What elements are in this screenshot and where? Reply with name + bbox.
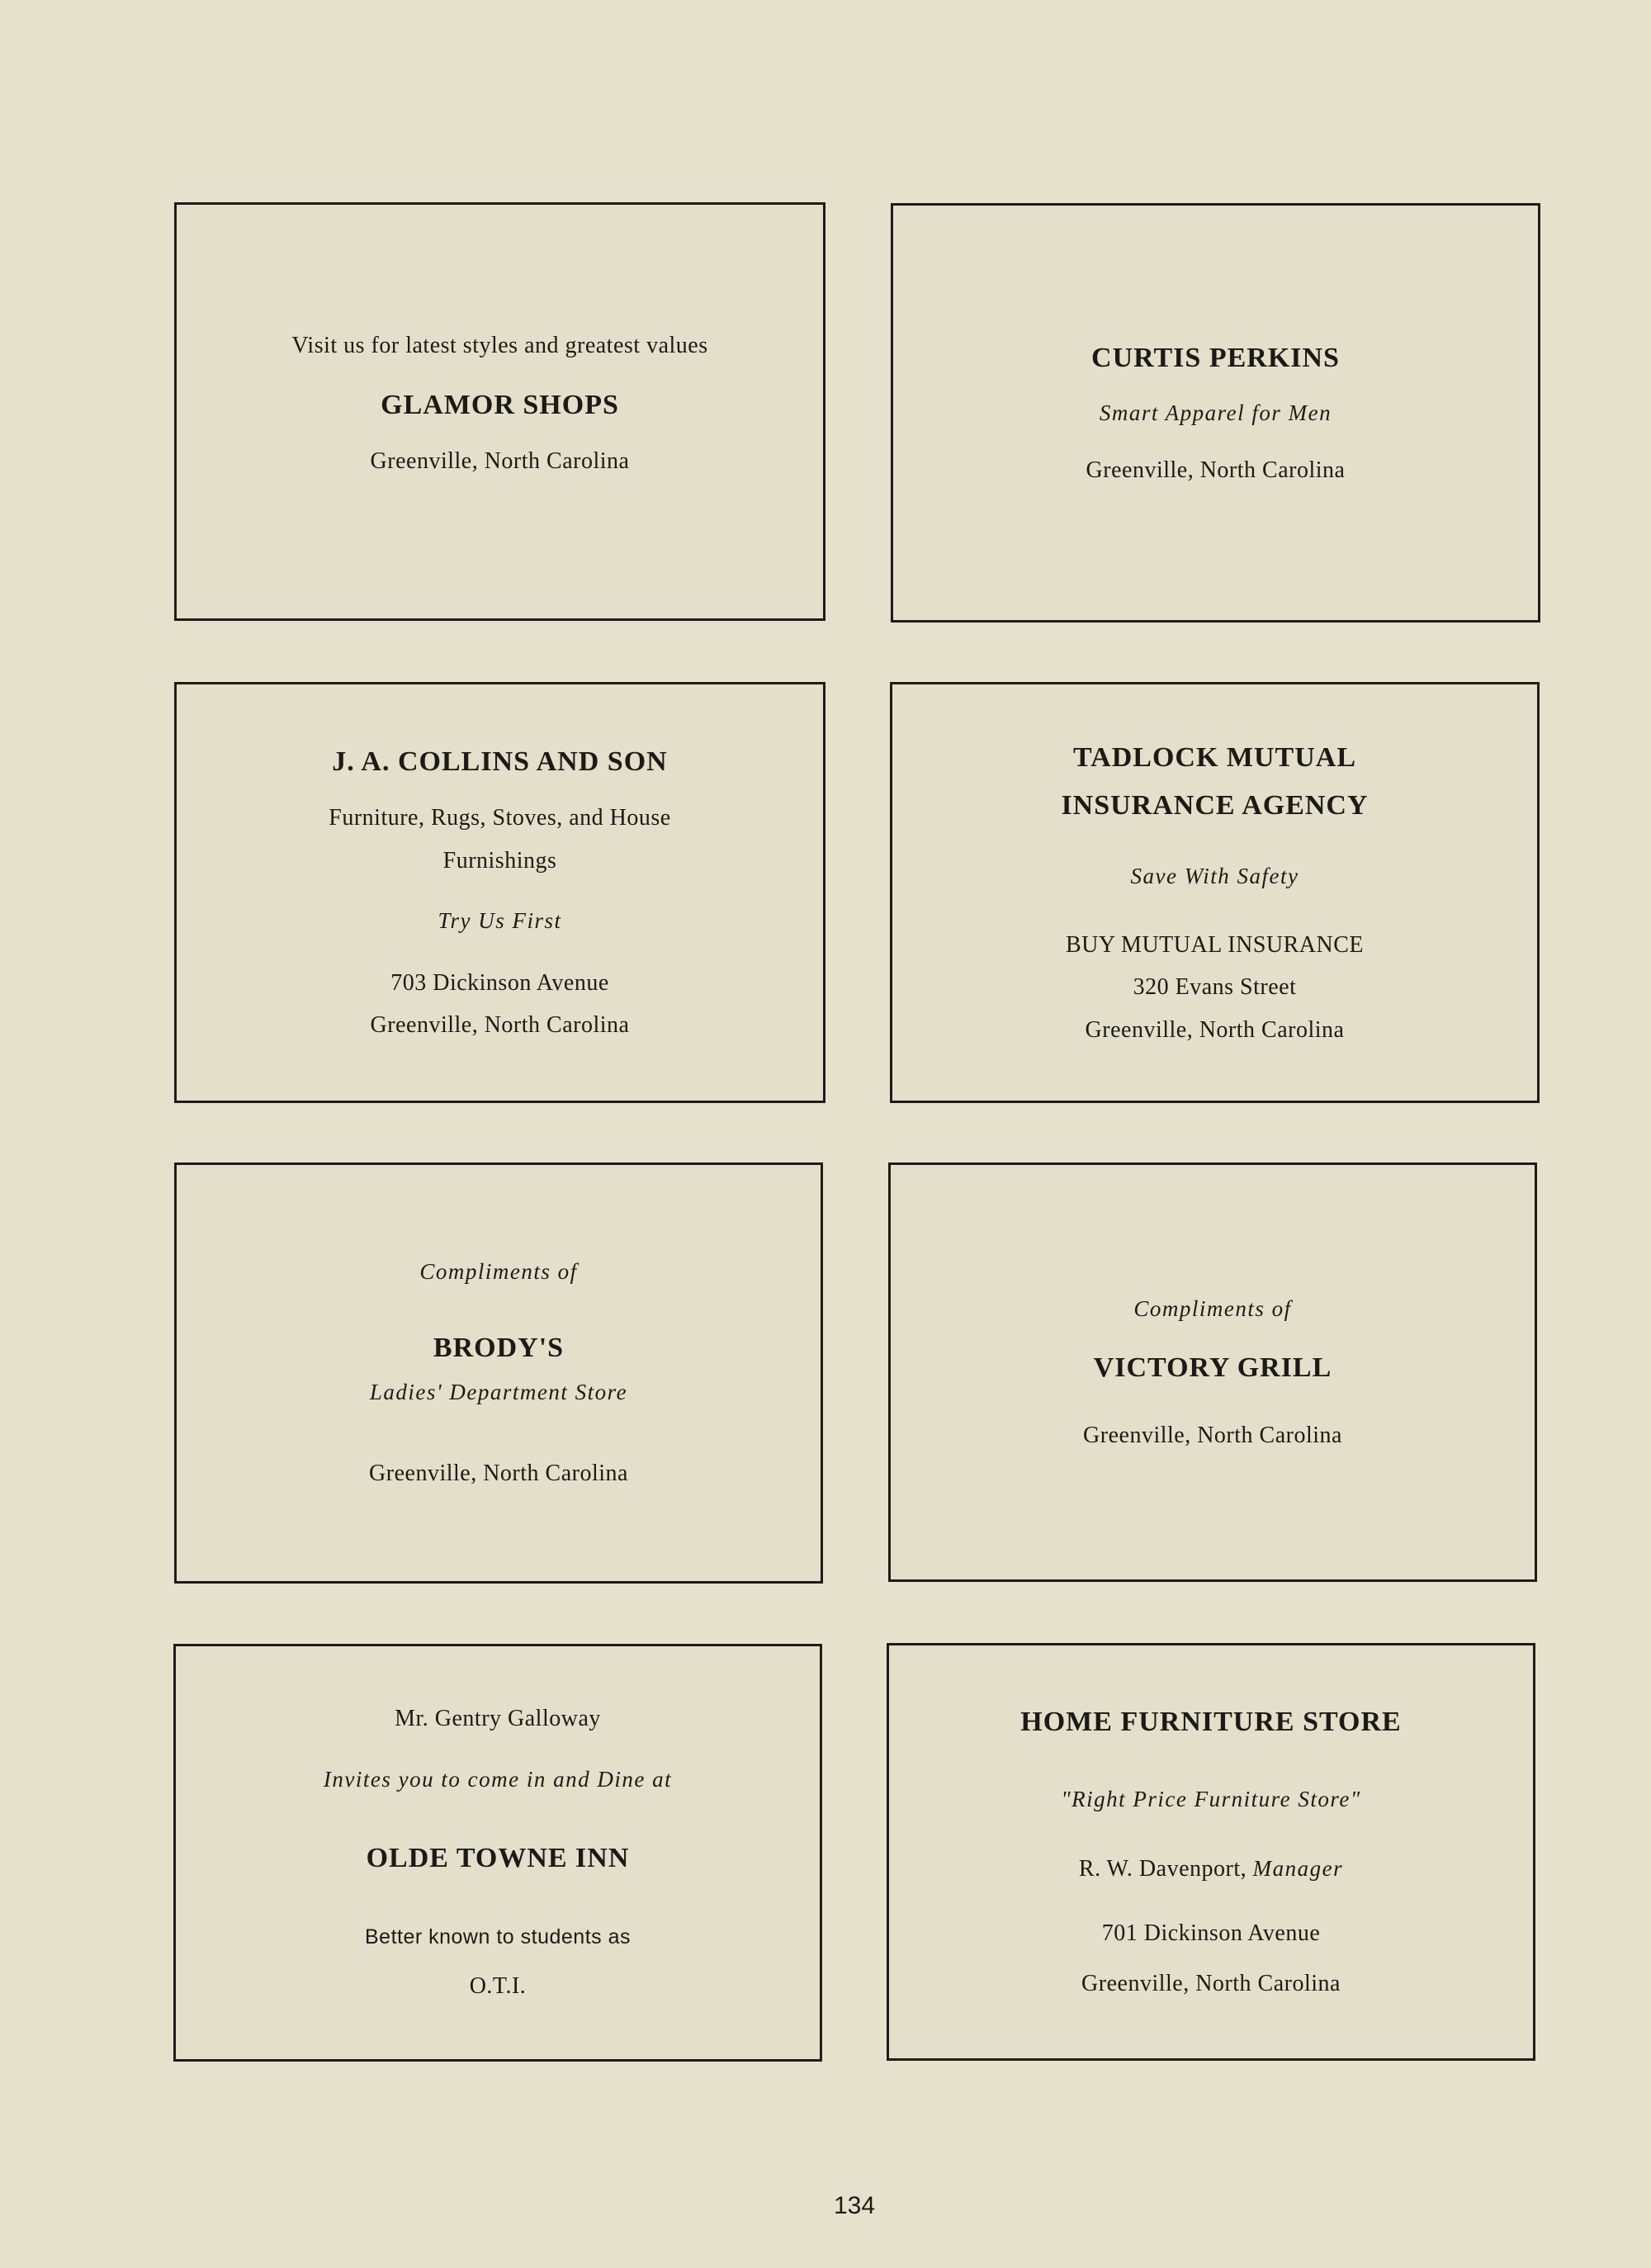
ad-olde-towne-inn (173, 1644, 822, 2062)
page-number: 134 (833, 2192, 876, 2219)
ad-collins-and-son (174, 682, 826, 1103)
ad-business-name: TADLOCK MUTUAL (1073, 741, 1356, 773)
ad-host: Mr. Gentry Galloway (395, 1706, 601, 1732)
ad-slogan: Save With Safety (1130, 864, 1299, 889)
ad-glamor-shops (174, 202, 826, 621)
ad-description: Furnishings (442, 847, 557, 874)
ad-manager-name: R. W. Davenport, (1078, 1856, 1253, 1882)
ad-business-name: OLDE TOWNE INN (366, 1843, 630, 1874)
ad-business-name: VICTORY GRILL (1093, 1352, 1332, 1383)
ad-manager-title: Manager (1252, 1856, 1344, 1882)
ad-tadlock-mutual (890, 682, 1540, 1103)
ad-business-name: J. A. COLLINS AND SON (332, 746, 668, 778)
ad-business-name: GLAMOR SHOPS (381, 390, 619, 421)
ad-address: 320 Evans Street (1133, 974, 1297, 1001)
ad-home-furniture (887, 1643, 1535, 2061)
ad-tagline: Ladies' Department Store (369, 1379, 628, 1404)
ad-business-name: CURTIS PERKINS (1091, 342, 1340, 373)
ad-location: Greenville, North Carolina (1083, 1422, 1342, 1448)
ad-slogan: "Right Price Furniture Store" (1061, 1786, 1361, 1811)
ad-business-name: HOME FURNITURE STORE (1020, 1707, 1402, 1738)
ad-location: Greenville, North Carolina (370, 1012, 630, 1039)
ad-invitation: Invites you to come in and Dine at (323, 1766, 673, 1792)
ad-intro: Compliments of (419, 1259, 578, 1285)
ad-description: Better known to students as (364, 1925, 631, 1949)
ad-manager-line (1079, 1855, 1343, 1883)
ad-description: BUY MUTUAL INSURANCE (1065, 931, 1365, 958)
ad-business-name: INSURANCE AGENCY (1061, 790, 1369, 821)
ad-tagline: Smart Apparel for Men (1099, 400, 1332, 426)
ad-location: Greenville, North Carolina (370, 447, 630, 474)
ad-slogan: Try Us First (438, 908, 562, 934)
ad-address: 701 Dickinson Avenue (1101, 1920, 1321, 1946)
ad-address: 703 Dickinson Avenue (390, 969, 609, 996)
ad-business-name: BRODY'S (433, 1332, 565, 1363)
ad-tagline: Visit us for latest styles and greatest values (291, 332, 708, 358)
ad-brodys (174, 1162, 823, 1584)
ad-curtis-perkins (891, 203, 1540, 623)
ad-intro: Compliments of (1133, 1295, 1292, 1321)
ad-description: Furniture, Rugs, Stoves, and House (329, 805, 671, 831)
ad-location: Greenville, North Carolina (1085, 1016, 1345, 1043)
ad-location: Greenville, North Carolina (369, 1460, 628, 1486)
ad-nickname: O.T.I. (469, 1973, 527, 2000)
ad-location: Greenville, North Carolina (1086, 457, 1346, 483)
ad-location: Greenville, North Carolina (1081, 1971, 1341, 1997)
ad-victory-grill (888, 1162, 1537, 1582)
